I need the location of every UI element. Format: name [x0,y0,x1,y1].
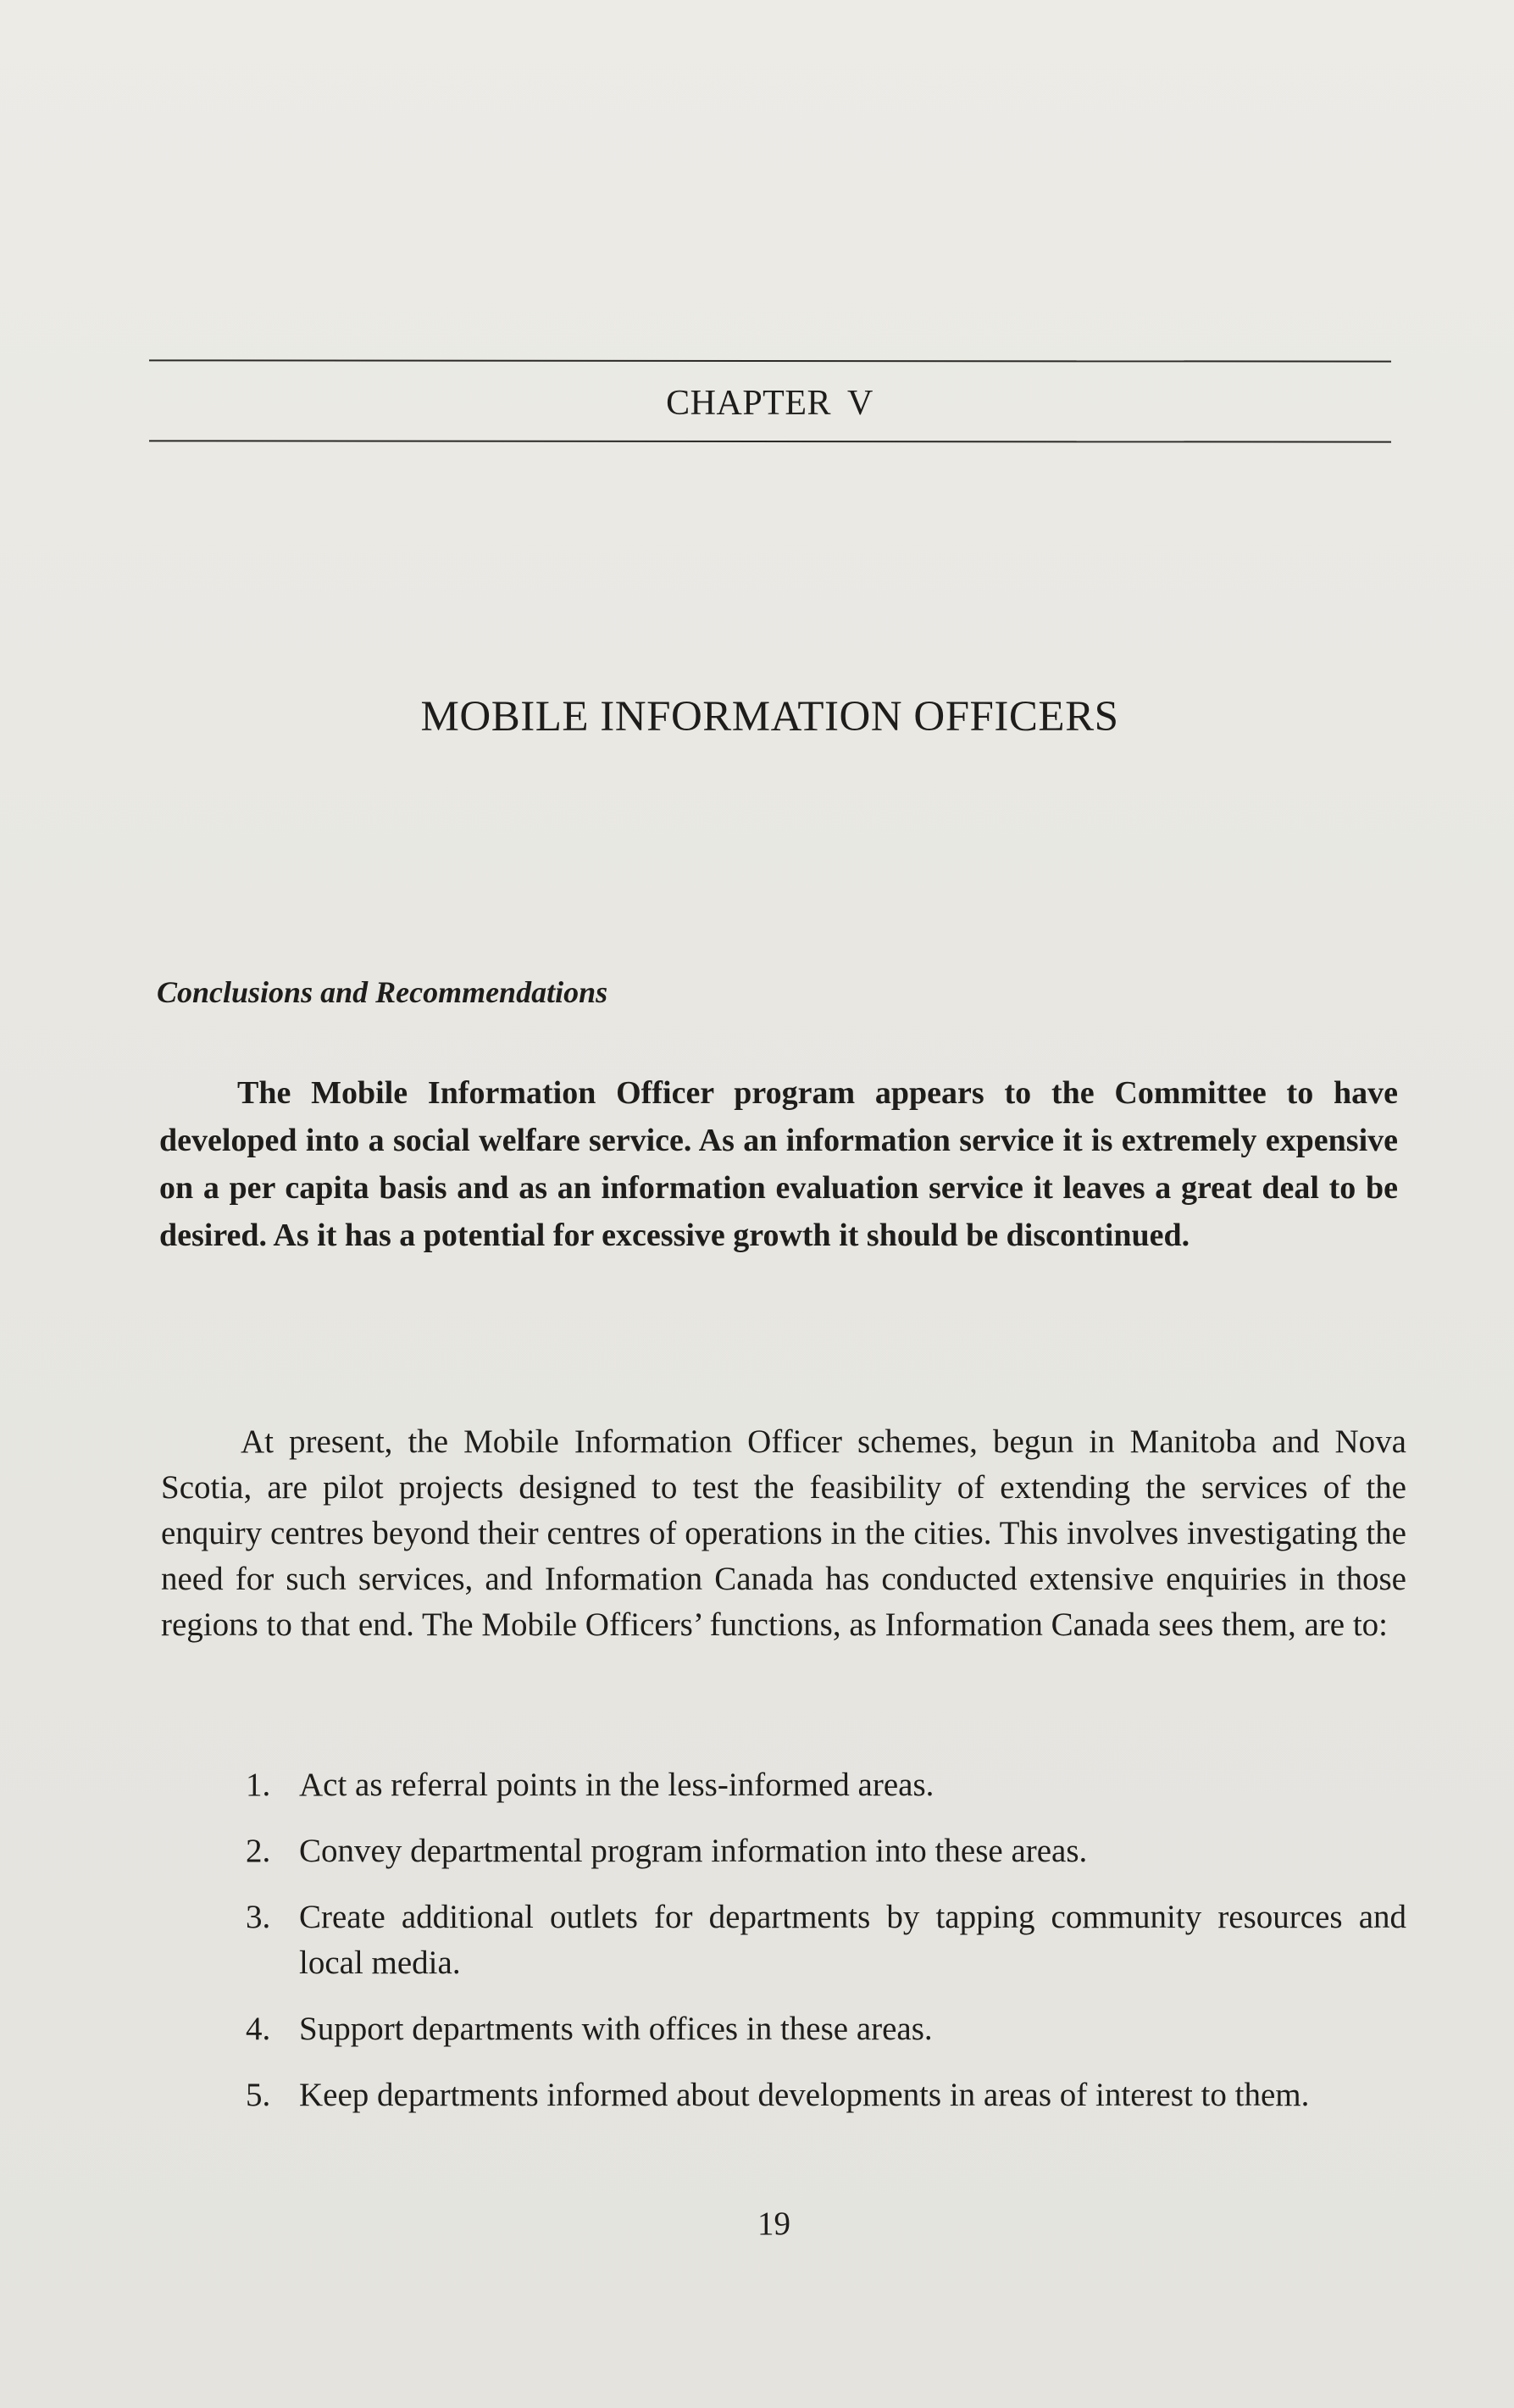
chapter-label: CHAPTER [666,384,831,423]
list-item-text: Convey departmental program information into these areas. [299,1833,1088,1869]
list-item-number: 3. [246,1899,271,1935]
chapter-rule-bottom [149,440,1391,442]
list-item-text: Act as referral points in the less-informed areas. [299,1767,934,1803]
recommendation-paragraph: The Mobile Information Officer program appears to the Committee to have developed into a social welfare service. As an information service it is extremely expensive on a per capita basis and as an information evaluation service it leaves a great deal to be desired. As it has a potential for excessive growth it should be discontinued. [159,1075,1398,1253]
chapter-rule-top [149,359,1391,362]
list-item-number: 5. [246,2077,271,2113]
list-item-number: 2. [246,1833,271,1869]
list-item-text: Keep departments informed about developments in areas of interest to them. [299,2077,1310,2113]
section-heading: Conclusions and Recommendations [157,975,608,1009]
list-item [246,1828,1406,1874]
body-paragraph: At present, the Mobile Information Officer schemes, begun in Manitoba and Nova Scotia, are pilot projects designed to test the feasibility of extending the services of the enquiry centres beyond their centres of operations in the cities. This involves investigating the need for such services, and Information Canada has conducted extensive enquiries in those regions to that end. The Mobile Officers’ functions, as Information Canada sees them, are to: [161,1423,1406,1643]
chapter-heading [0,383,1514,424]
list-item [246,2006,1406,2052]
chapter-number: V [847,384,873,423]
chapter-title: MOBILE INFORMATION OFFICERS [420,693,1119,741]
list-item-text: Create additional outlets for departments by tapping community resources and local media. [299,1899,1406,1981]
list-item [246,1762,1406,1808]
functions-list [246,1762,1406,2139]
list-item [246,2072,1406,2118]
list-item-text: Support departments with offices in these areas. [299,2011,933,2047]
list-item-number: 4. [246,2011,271,2047]
list-item-number: 1. [246,1767,271,1803]
list-item [246,1895,1406,1986]
page-number: 19 [757,2205,790,2242]
